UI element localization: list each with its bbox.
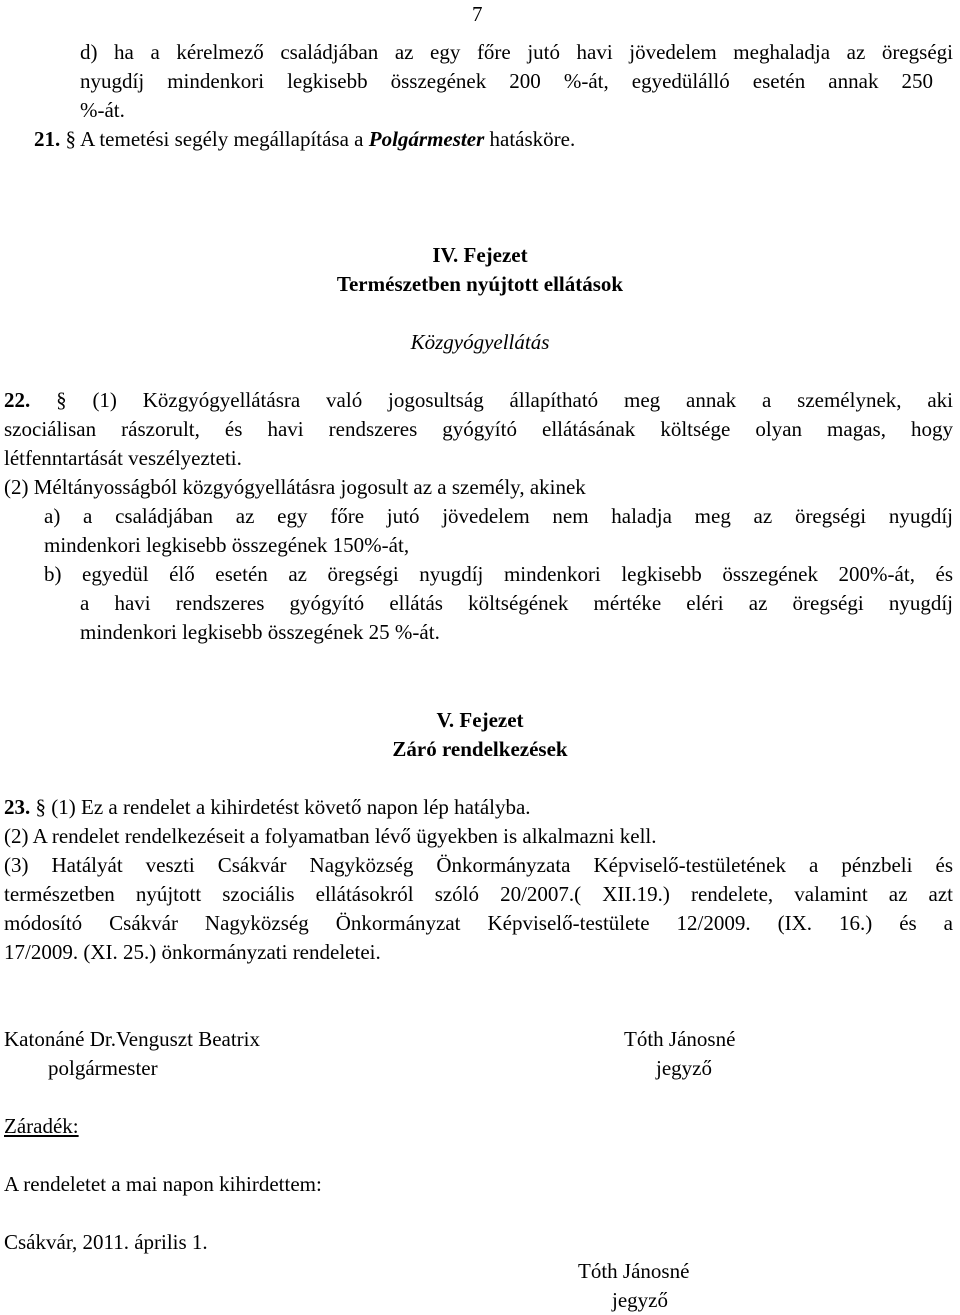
- section-21: [34, 125, 575, 154]
- section-23-p2: (2) A rendelet rendelkezéseit a folyamatban lévő ügyekben is alkalmazni kell.: [4, 824, 657, 848]
- signature-left-title: polgármester: [48, 1056, 158, 1080]
- section-22-p2-line-1: (2) Méltányosságból közgyógyellátásra jogosult az a személy, akinek: [4, 475, 586, 499]
- clause-signer-title: jegyző: [612, 1288, 668, 1312]
- section-23-number: 23.: [4, 795, 31, 819]
- section-22-p1-line-1: 22. § (1) Közgyógyellátásra való jogosultság állapítható meg annak a személynek, aki: [4, 388, 954, 412]
- clause-heading: Záradék:: [4, 1114, 79, 1138]
- section-23-p3-line-3: módosító Csákvár Nagyközség Önkormányzat Képviselő-testülete 12/2009. (IX. 16.) és a: [4, 911, 953, 935]
- chapter-4-subtitle: Természetben nyújtott ellátások: [336, 272, 624, 296]
- page-number: 7: [472, 2, 483, 26]
- clause-signer-name: Tóth Jánosné: [578, 1259, 690, 1283]
- section-21-text-b: hatásköre.: [484, 127, 576, 151]
- signature-right-title: jegyző: [656, 1056, 712, 1080]
- section-23-p1: 23. § (1) Ez a rendelet a kihirdetést követő napon lép hatályba.: [4, 795, 531, 819]
- item-d-line-2: nyugdíj mindenkori legkisebb összegének 200 %-át, egyedülálló esetén annak 250: [80, 69, 933, 93]
- section-22-a-line-2: mindenkori legkisebb összegének 150%-át,: [44, 533, 410, 557]
- section-sign: §: [65, 127, 76, 151]
- section-22-b-line-1: b) egyedül élő esetén az öregségi nyugdíj mindenkori legkisebb összegének 200%-át, és: [44, 562, 953, 586]
- section-23-p3-line-2: természetben nyújtott szociális ellátásokról szóló 20/2007.( XII.19.) rendelete, valamint az azt: [4, 882, 953, 906]
- section-23-p3-line-4: 17/2009. (XI. 25.) önkormányzati rendeletei.: [4, 940, 381, 964]
- section-22-a-line-1: a) a családjában az egy főre jutó jövedelem nem haladja meg az öregségi nyugdíj: [44, 504, 953, 528]
- section-21-text-a: A temetési segély megállapítása a: [80, 127, 369, 151]
- chapter-4-title: IV. Fejezet: [432, 243, 528, 267]
- section-22-b-line-2: a havi rendszeres gyógyító ellátás költségének mértéke eléri az öregségi nyugdíj: [80, 591, 953, 615]
- section-sign: §: [35, 795, 46, 819]
- section-21-number: 21.: [34, 127, 61, 151]
- section-sign: §: [56, 388, 67, 412]
- item-d-line-1: d) ha a kérelmező családjában az egy főre jutó havi jövedelem meghaladja az öregségi: [80, 40, 953, 64]
- item-d-line-3: %-át.: [80, 98, 125, 122]
- clause-text: A rendeletet a mai napon kihirdettem:: [4, 1172, 322, 1196]
- chapter-5-title: V. Fejezet: [436, 708, 524, 732]
- section-21-bold: Polgármester: [368, 127, 485, 151]
- section-22-p1-line-3: létfenntartását veszélyezteti.: [4, 446, 242, 470]
- section-23-p3-line-1: (3) Hatályát veszti Csákvár Nagyközség Önkormányzata Képviselő-testületének a pénzbeli és: [4, 853, 953, 877]
- section-22-number: 22.: [4, 388, 31, 412]
- section-22-p1-line-2: szociálisan rászorult, és havi rendszeres gyógyító ellátásának költsége olyan magas, hogy: [4, 417, 953, 441]
- signature-right-name: Tóth Jánosné: [624, 1027, 736, 1051]
- section-22-b-line-3: mindenkori legkisebb összegének 25 %-át.: [80, 620, 440, 644]
- clause-place-date: Csákvár, 2011. április 1.: [4, 1230, 208, 1254]
- chapter-5-subtitle: Záró rendelkezések: [392, 737, 568, 761]
- signature-left-name: Katonáné Dr.Venguszt Beatrix: [4, 1027, 261, 1051]
- chapter-4-section-title: Közgyógyellátás: [410, 330, 550, 354]
